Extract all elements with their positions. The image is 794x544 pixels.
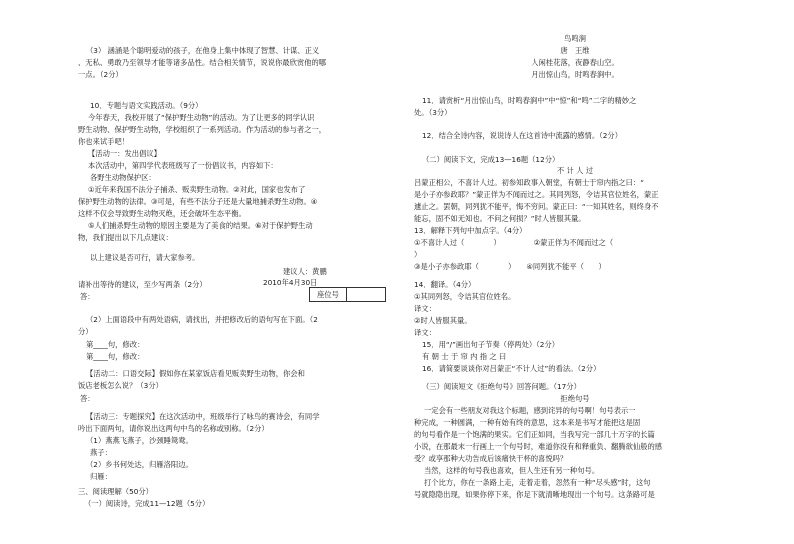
right-line-7: 12．结合全诗内容，说说诗人在这首诗中流露的感情。（2分） (422, 131, 622, 140)
left-line-18: 2010年4月30日 (263, 278, 318, 287)
left-line-17: 建议人：黄鹏 (283, 267, 327, 276)
left-line-22: 分） (78, 327, 93, 336)
left-line-16: 以上建议是否可行，请大家参考。 (90, 253, 200, 262)
left-line-28: 【活动三：专题探究】在这次活动中，班级举行了咏鸟的赛诗会，有同学 (86, 412, 320, 421)
seat-number-label: 座位号 (310, 288, 347, 301)
left-line-1: （3） 涵涵是个聪明爱动的孩子，在他身上集中体现了智慧、计谋、正义 (86, 46, 320, 55)
right-line-24: 有 朝 士 于 帘 内 指 之 曰 (422, 352, 507, 361)
right-line-33: 当然，这样的句号我也喜欢，但人生还有另一种句号。 (424, 466, 600, 475)
right-line-18: 14．翻译。（4分） (414, 280, 476, 289)
left-line-23: 第____句，修改： (86, 340, 145, 349)
right-line-10: 吕蒙正相公，不喜计人过。初参知政事入朝堂，有朝士于帘内指之曰：“ (414, 178, 644, 187)
right-line-34: 打个比方，你在一条路上走，走着走着，忽然有一种“尽头感”时，这句 (424, 478, 651, 487)
left-line-12: 保护野生动物的法律。③可是，有些不法分子还是大量地捕杀野生动物。④ (78, 197, 318, 206)
right-line-31: 小说，在那最末一行画上一个句号时，难道你没有和释重负、翻腾欲仙般的感 (414, 442, 663, 451)
left-line-19: 请补出等待的建议，至少写两条（2分） (78, 280, 207, 289)
left-line-30: （1）燕燕飞燕子，沙颈睡鸳鸯。 (86, 436, 193, 445)
right-line-9: 不 计 人 过 (556, 166, 594, 175)
left-line-2: 、无私、勇敢乃至领导才能等诸多品性。结合相关情节，说说你最欣赏他的哪 (78, 58, 327, 67)
right-line-28: 一定会有一些朋友对我这个标题，感到诧异的句号啊！句号表示一 (424, 406, 636, 415)
left-line-35: （一）阅读诗，完成11—12题（5分） (84, 499, 210, 508)
right-line-3: 人闲桂花落，夜静春山空。 (531, 58, 619, 67)
left-line-4: 10．专题与语文实践活动。（9分） (90, 101, 203, 110)
seat-number-box (309, 287, 386, 302)
right-line-26: （三）阅读短文《拒绝句号》回答问题。（17分） (422, 382, 581, 391)
left-line-24: 第____句，修改： (86, 352, 145, 361)
left-line-8: 【活动一：发出倡议】 (88, 149, 161, 158)
left-line-13: 这样不仅会导致野生动物灭绝，还会破坏生态平衡。 (78, 209, 246, 218)
right-line-35: 号就隐隐出现，如果你停下来，你足下就清晰地现出一个句号。这条路可是 (414, 490, 655, 499)
right-line-19: ①其同列怒，令诘其官位姓名。 (414, 292, 516, 301)
right-line-25: 16．请简要谈谈你对吕蒙正“不计人过”的看法。（2分） (422, 364, 601, 373)
right-line-14: 13．解释下列句中加点字。（4分） (414, 226, 527, 235)
right-line-12: 遽止之。罢朝，同列犹不能平，悔不穷问。蒙正曰：“一知其姓名，则终身不 (414, 202, 659, 211)
left-line-31: 燕子： (90, 448, 112, 457)
left-line-33: 归雁： (90, 472, 112, 481)
left-line-34: 三、阅读理解（50分） (78, 487, 153, 496)
right-line-11: 是小子亦参政耶？”蒙正佯为不闻而过之。其同列怒，令诘其官位姓名，蒙正 (414, 190, 659, 199)
left-line-29: 吟出下面两句，请你说出这两句中鸟的名称或别称。（2分） (78, 424, 269, 433)
right-line-1: 鸟鸣涧 (564, 34, 586, 43)
right-line-6: 处。（3分） (414, 108, 452, 117)
right-line-2: 唐 王维 (560, 46, 590, 55)
right-line-15: ①不喜计人过（ ） ②蒙正佯为不闻而过之（ (414, 238, 628, 247)
left-line-25: 【活动二：口语交际】假如你在某家饭店看见贩卖野生动物，你会和 (86, 369, 305, 378)
right-line-27: 拒绝句号 (560, 394, 590, 403)
right-line-30: 的句号看作是一个饱满的果实。它们正如同，当我写完一部几十万字的长篇 (414, 430, 655, 439)
left-line-14: ⑤人们捕杀野生动物的原因主要是为了美食的结果。⑥对于保护野生动 (88, 221, 313, 230)
right-line-13: 能忘，固不如无知也。不问之何损？”时人皆服其量。 (414, 214, 586, 223)
left-line-20: 答： (80, 292, 95, 301)
right-line-4: 月出惊山鸟，时鸣春涧中。 (531, 70, 619, 79)
right-line-20: 译文： (414, 304, 436, 313)
right-line-21: ②时人皆服其量。 (414, 316, 472, 325)
left-line-26: 饭店老板怎么说？（3分） (78, 381, 163, 390)
right-line-16: ） (414, 250, 422, 259)
left-line-10: 各野生动物保护区： (90, 173, 156, 182)
right-line-32: 受？或享那种大功告成后该痛快干杯的喜悦吗？ (414, 454, 568, 463)
left-line-9: 本次活动中，第四学代表班级写了一份倡议书，内容如下： (88, 161, 278, 170)
right-line-29: 种完成，一种圆满，一种有始有终的意思，这本来是书写才能把这是固 (414, 418, 641, 427)
right-line-8: （二）阅读下文，完成13—16题（12分） (422, 155, 560, 164)
right-line-22: 译文： (414, 328, 436, 337)
left-line-5: 今年春天，我校开展了“保护野生动物”的活动。为了让更多的同学认识 (88, 113, 315, 122)
left-line-7: 你也来试手吧！ (78, 137, 130, 146)
left-line-27: 答： (80, 394, 95, 403)
left-line-32: （2）乡书何处达，归雁洛阳边。 (86, 460, 193, 469)
right-line-23: 15．用“/”画出句子节奏（停两处）（2分） (422, 340, 560, 349)
left-line-6: 野生动物、保护野生动物，学校组织了一系列活动。作为活动的参与者之一， (78, 125, 327, 134)
right-line-17: ③是小子亦参政耶（ ） ④同列犹不能平（ ） (414, 262, 606, 271)
right-line-5: 11．请赏析“月出惊山鸟，时鸣春涧中”中“惊”和“鸣”二字的精妙之 (422, 96, 637, 105)
left-line-3: 一点。（2分） (78, 70, 123, 79)
left-line-15: 物，我们提出以下几点建议： (78, 233, 173, 242)
left-line-21: （2）上面语段中有两处语病，请找出，并把修改后的语句写在下面。（2 (86, 315, 318, 324)
left-line-11: ①近年来我国不法分子捕杀、贩卖野生动物。②对此，国家也发布了 (88, 185, 306, 194)
